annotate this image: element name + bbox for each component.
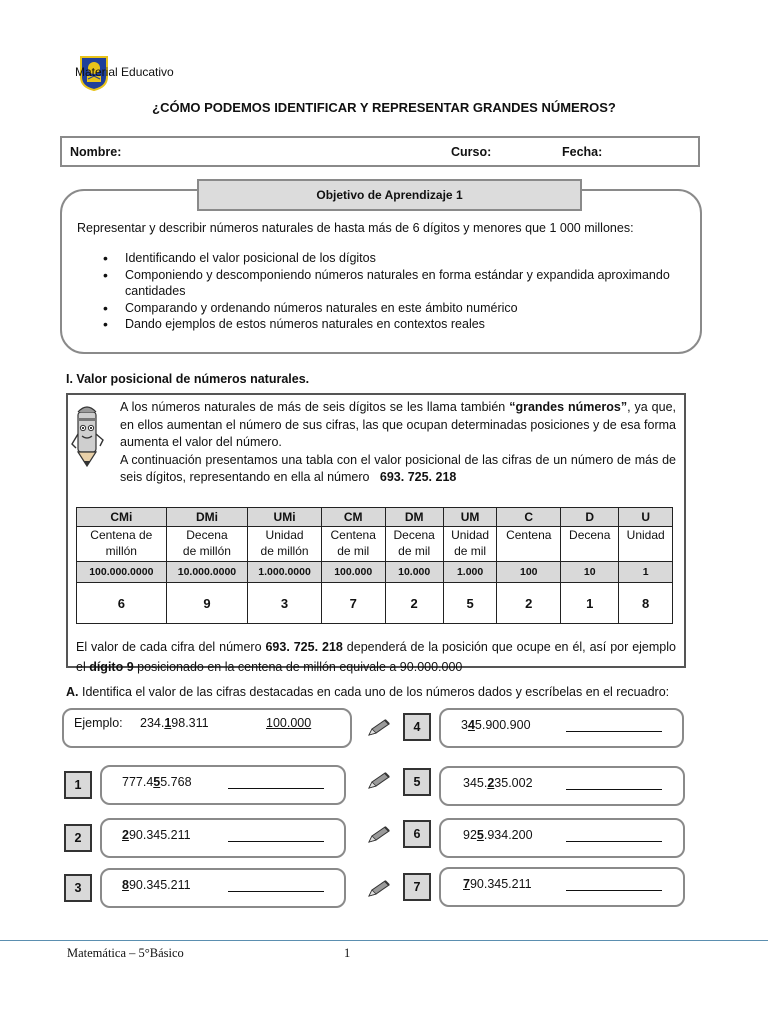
list-item: • Componiendo y descomponiendo números naturales en forma estándar y expandida aproximando cantidades [103, 267, 693, 300]
number-part: 234. [140, 716, 165, 730]
list-item: • Comparando y ordenando números naturales en este ámbito numérico [103, 300, 693, 317]
number-part: 90.345.211 [469, 877, 532, 891]
number-part: 3 [461, 718, 468, 732]
exercise-number [461, 718, 531, 732]
cell-line: Centena [506, 528, 552, 542]
exercise-badge: 6 [403, 820, 431, 848]
table-cell: 7 [321, 583, 385, 624]
footer-subject: Matemática – 5°Básico [67, 946, 184, 960]
number-part: 345. [463, 776, 488, 790]
closing-text-cont: dependerá de la posición que ocupe en él, así por ejemplo el [76, 640, 676, 674]
table-cell: 10.000.0000 [166, 562, 248, 583]
highlighted-digit: 4 [467, 718, 475, 732]
pencil-icon [366, 771, 392, 791]
exercise-instruction [66, 685, 669, 699]
pencil-mascot-icon [70, 404, 106, 474]
cell-line: Unidad [626, 528, 665, 542]
intro-bold-term: “grandes números” [509, 400, 628, 414]
exercise-badge: 7 [403, 873, 431, 901]
table-cell [561, 527, 619, 562]
number-part: 92 [463, 828, 477, 842]
course-label: Curso: [451, 145, 492, 159]
intro-paragraph [120, 399, 676, 487]
answer-line[interactable] [566, 723, 662, 732]
table-row [77, 562, 673, 583]
table-cell: 10.000 [385, 562, 443, 583]
cell-line: Centena de [90, 528, 153, 542]
place-value-table [76, 507, 673, 624]
exercise-badge: 1 [64, 771, 92, 799]
cell-line: Decena [186, 528, 228, 542]
cell-line: Unidad [451, 528, 490, 542]
column-header: CMi [77, 508, 167, 527]
exercise-badge: 2 [64, 824, 92, 852]
table-cell [77, 527, 167, 562]
number-part: 35.002 [494, 776, 533, 790]
section-heading: I. Valor posicional de números naturales. [66, 372, 310, 386]
example-number: 693. 725. 218 [379, 470, 457, 484]
objective-intro: Representar y describir números naturales de hasta más de 6 dígitos y menores que 1 000 millones: [77, 221, 634, 235]
closing-text: El valor de cada cifra del número [76, 640, 266, 654]
column-header: UMi [248, 508, 322, 527]
school-name: Material Educativo [75, 65, 174, 79]
name-label: Nombre: [70, 145, 122, 159]
list-item: • Identificando el valor posicional de los dígitos [103, 250, 693, 267]
page-title: ¿CÓMO PODEMOS IDENTIFICAR Y REPRESENTAR GRANDES NÚMEROS? [152, 100, 616, 115]
exercise-box[interactable] [439, 766, 685, 806]
column-header: U [619, 508, 673, 527]
cell-line: de millón [182, 544, 231, 558]
example-answer: 100.000 [266, 716, 312, 730]
answer-line[interactable] [228, 833, 324, 842]
list-item: • Dando ejemplos de estos números naturales en contextos reales [103, 316, 693, 333]
cell-line: de mil [337, 544, 370, 558]
column-header: CM [321, 508, 385, 527]
cell-line: millón [105, 544, 137, 558]
table-row [77, 583, 673, 624]
cell-line: de millón [260, 544, 309, 558]
cell-line: de mil [454, 544, 487, 558]
exercise-box[interactable] [439, 708, 684, 748]
number-part: 5.900.900 [474, 718, 531, 732]
closing-clip [68, 634, 684, 674]
table-cell: 100.000.0000 [77, 562, 167, 583]
answer-line[interactable] [228, 780, 324, 789]
table-cell: 6 [77, 583, 167, 624]
exercise-number [463, 877, 532, 891]
table-cell [321, 527, 385, 562]
number-part: .934.200 [483, 828, 533, 842]
table-cell [385, 527, 443, 562]
table-cell: 10 [561, 562, 619, 583]
instruction-text: Identifica el valor de las cifras destacadas en cada uno de los números dados y escríbelas en el recuadro: [78, 685, 670, 699]
number-part: 5.768 [160, 775, 192, 789]
table-cell: 100.000 [321, 562, 385, 583]
table-cell: 2 [385, 583, 443, 624]
highlighted-digit: 5 [476, 828, 484, 842]
student-info-box [60, 136, 700, 167]
closing-digit-term: dígito 9 [89, 660, 134, 674]
highlighted-digit: 8 [122, 878, 129, 892]
example-number [140, 716, 209, 730]
table-cell: 8 [619, 583, 673, 624]
exercise-box[interactable] [100, 868, 346, 908]
cell-line: Decena [569, 528, 611, 542]
pencil-icon [366, 825, 392, 845]
table-cell: 9 [166, 583, 248, 624]
number-part: 98.311 [171, 716, 209, 730]
highlighted-digit: 5 [153, 775, 161, 789]
table-cell: 1.000 [443, 562, 497, 583]
date-label: Fecha: [562, 145, 603, 159]
table-cell: 1 [619, 562, 673, 583]
table-cell: 3 [248, 583, 322, 624]
table-cell: 100 [497, 562, 561, 583]
closing-paragraph [76, 637, 676, 677]
table-header-row [77, 508, 673, 527]
exercise-box[interactable] [100, 765, 346, 805]
table-cell [619, 527, 673, 562]
table-cell [497, 527, 561, 562]
cell-line: Unidad [265, 528, 304, 542]
page-number: 1 [344, 946, 351, 960]
example-box [62, 708, 352, 748]
section-label: A. [66, 685, 79, 699]
answer-line[interactable] [566, 833, 662, 842]
cell-line: de mil [398, 544, 431, 558]
column-header: D [561, 508, 619, 527]
highlighted-digit: 2 [487, 776, 495, 790]
number-part: 90.345.211 [128, 878, 191, 892]
exercise-number [463, 776, 533, 790]
column-header: DM [385, 508, 443, 527]
exercise-number [463, 828, 533, 842]
answer-line[interactable] [566, 882, 662, 891]
answer-line[interactable] [228, 883, 324, 892]
table-cell: 1.000.0000 [248, 562, 322, 583]
exercise-box[interactable] [439, 867, 685, 907]
number-part: 90.345.211 [128, 828, 191, 842]
column-header: C [497, 508, 561, 527]
table-cell: 2 [497, 583, 561, 624]
closing-text-end: posicionado en la centena de millón equivale a 90.000.000 [133, 660, 463, 674]
number-part: 777.4 [122, 775, 154, 789]
highlighted-digit: 7 [463, 877, 470, 891]
column-header: UM [443, 508, 497, 527]
exercise-box[interactable] [439, 818, 685, 858]
exercise-number [122, 775, 192, 789]
table-cell [166, 527, 248, 562]
cell-line: Decena [393, 528, 435, 542]
objective-list [103, 250, 693, 333]
pencil-icon [366, 718, 392, 738]
answer-line[interactable] [566, 781, 662, 790]
exercise-number [122, 828, 191, 842]
intro-text-cont: , ya que, en ellos aumentan el número de sus cifras, las que ocupan determinadas posiciones y de esa forma aumenta el valor del número. [120, 400, 677, 449]
footer-divider [0, 940, 768, 941]
highlighted-digit: 2 [122, 828, 129, 842]
table-cell: 5 [443, 583, 497, 624]
cell-line: Centena [330, 528, 376, 542]
example-label: Ejemplo: [74, 716, 123, 730]
exercise-badge: 5 [403, 768, 431, 796]
table-cell [248, 527, 322, 562]
table-cell [443, 527, 497, 562]
column-header: DMi [166, 508, 248, 527]
table-intro-text: A continuación presentamos una tabla con el valor posicional de las cifras de un número de más de seis dígitos, representando en ella al número [120, 452, 676, 484]
exercise-badge: 3 [64, 874, 92, 902]
exercise-badge: 4 [403, 713, 431, 741]
exercise-number [122, 878, 191, 892]
table-cell: 1 [561, 583, 619, 624]
intro-text: A los números naturales de más de seis dígitos se les llama también [120, 400, 510, 414]
table-row [77, 527, 673, 562]
highlighted-digit: 1 [164, 716, 172, 730]
closing-number: 693. 725. 218 [265, 640, 343, 654]
objective-title: Objetivo de Aprendizaje 1 [197, 179, 582, 211]
exercise-box[interactable] [100, 818, 346, 858]
pencil-icon [366, 879, 392, 899]
